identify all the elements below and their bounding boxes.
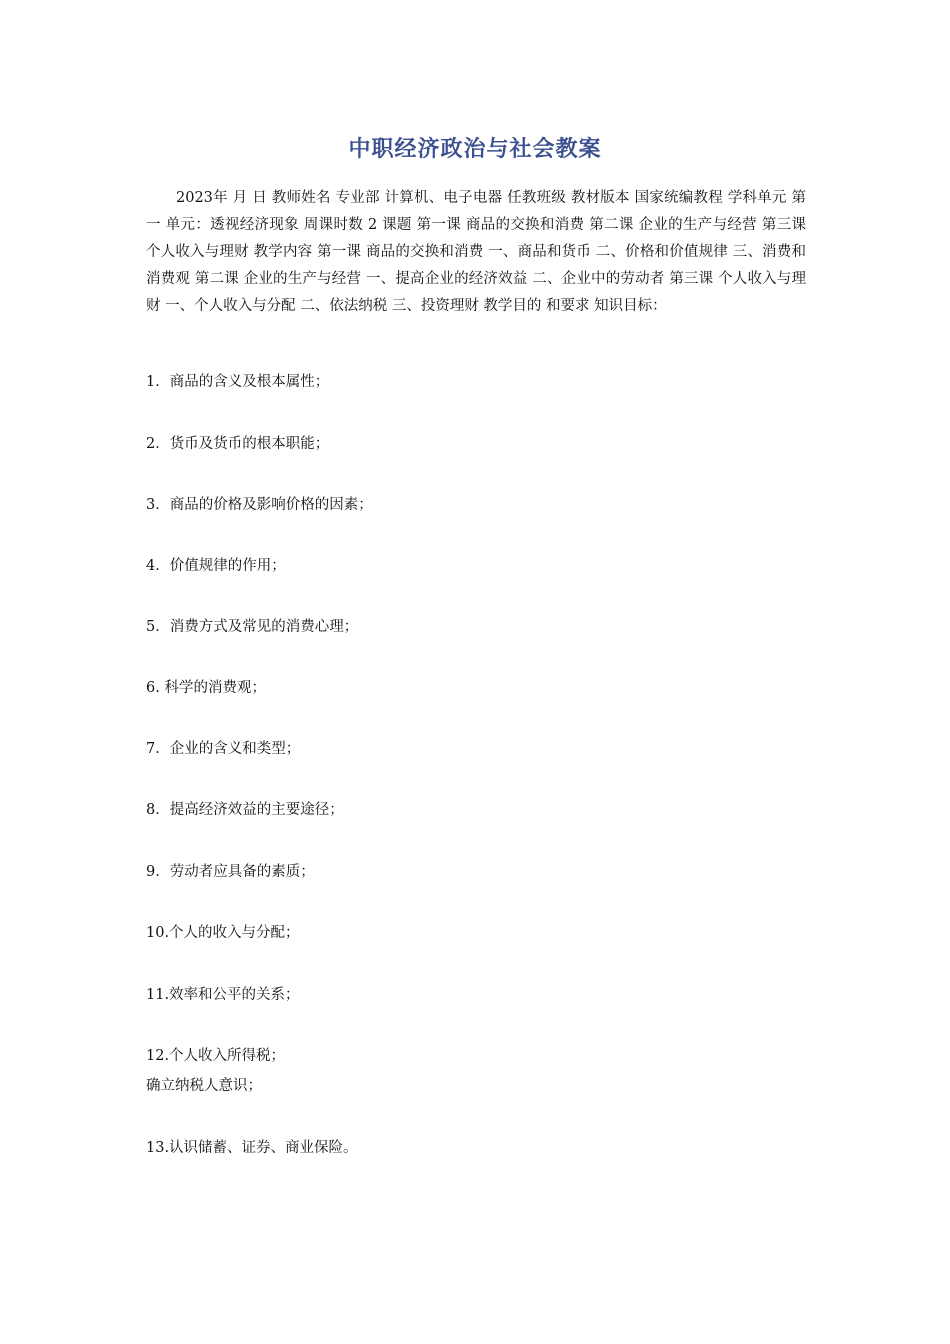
- objective-item-11: 11.效率和公平的关系；: [146, 987, 300, 1003]
- objective-item-1: 1．商品的含义及根本属性；: [146, 374, 330, 390]
- objective-item-8: 8．提高经济效益的主要途径；: [146, 802, 344, 818]
- objective-item-7: 7．企业的含义和类型；: [146, 741, 301, 757]
- objective-item-13: 13.认识储蓄、证券、商业保险。: [146, 1140, 358, 1156]
- objective-item-9: 9．劳动者应具备的素质；: [146, 864, 315, 880]
- objective-item-12-continued: 确立纳税人意识；: [146, 1078, 262, 1094]
- objective-item-5: 5．消费方式及常见的消费心理；: [146, 619, 359, 635]
- objective-item-3: 3．商品的价格及影响价格的因素；: [146, 497, 373, 513]
- document-title: 中职经济政治与社会教案: [348, 137, 602, 162]
- objective-item-4: 4．价值规律的作用；: [146, 558, 286, 574]
- objective-item-12: 12.个人收入所得税；: [146, 1048, 286, 1064]
- lesson-info-paragraph: 2023年 月 日 教师姓名 专业部 计算机、电子电器 任教班级 教材版本 国家统编教程 学科单元 第 一 单元：透视经济现象 周课时数 2 课题 第一课 商品的交换和消费 第二课 企业的生产与经营 第三课 个人收入与理财 教学内容 第一课 商品的交换和消费 一、商品和货币 二、价格和价值规律 三、消费和消费观 第二课 企业的生产与经营 一、提高企业的经济效益 二、企业中的劳动者 第三课 个人收入与理财 一、个人收入与分配 二、依法纳税 三、投资理财 教学目的 和要求 知识目标：: [146, 190, 806, 314]
- objective-item-6: 6. 科学的消费观；: [146, 680, 266, 696]
- objective-item-2: 2．货币及货币的根本职能；: [146, 436, 330, 452]
- objective-item-10: 10.个人的收入与分配；: [146, 925, 300, 941]
